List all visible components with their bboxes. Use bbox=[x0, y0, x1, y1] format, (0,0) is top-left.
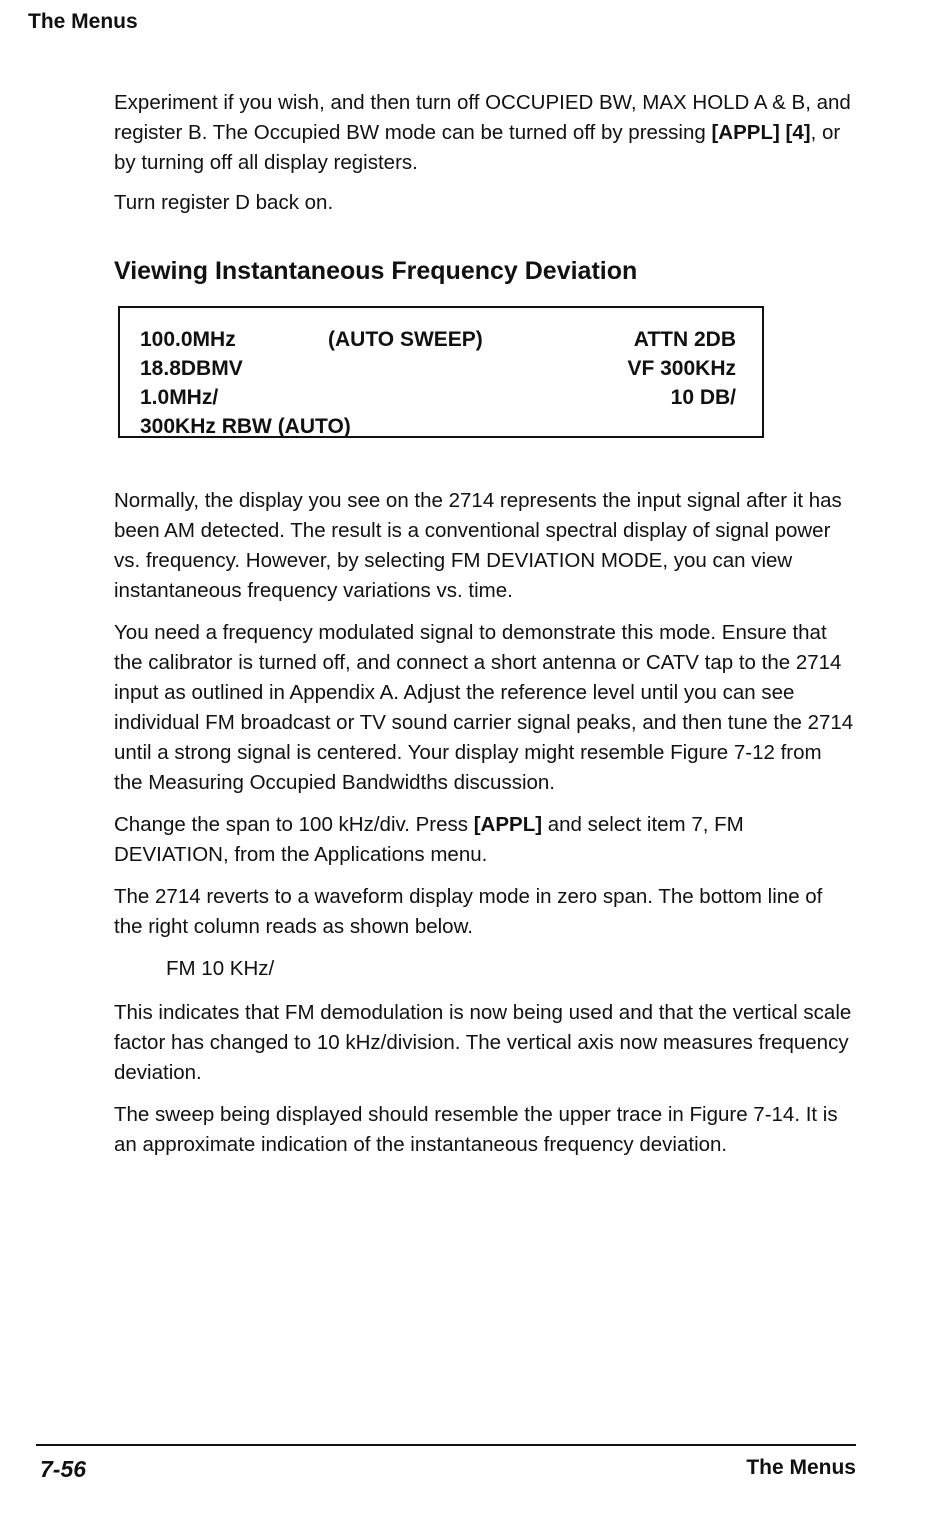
display-reference-level: 18.8DBMV bbox=[140, 357, 243, 380]
appl-key-label: [APPL] bbox=[711, 121, 780, 144]
footer-section-name: The Menus bbox=[746, 1456, 856, 1479]
footer-divider bbox=[36, 1444, 856, 1446]
sweep-paragraph: The sweep being displayed should resemble the upper trace in Figure 7-14. It is an approximate indication of the instantaneous frequency deviation. bbox=[114, 1103, 838, 1156]
fm-scale-readout: FM 10 KHz/ bbox=[166, 957, 275, 980]
page-content bbox=[114, 88, 854, 1172]
running-header: The Menus bbox=[28, 10, 138, 33]
normal-display-paragraph: Normally, the display you see on the 2714 represents the input signal after it has been AM detected. The result is a conventional spectral display of signal power vs. frequency. However, by selecting FM DEVIATION MODE, you can view instantaneous frequency variations vs. time. bbox=[114, 489, 842, 602]
display-vertical-scale: 10 DB/ bbox=[670, 386, 736, 409]
display-video-filter: VF 300KHz bbox=[627, 357, 736, 380]
intro-text-a: Experiment if you wish, and then turn off OCCUPIED BW, MAX HOLD A & B, and register B. The Occupied BW mode can be turned off by pressing bbox=[114, 91, 851, 144]
change-span-text-a: Change the span to 100 kHz/div. Press bbox=[114, 813, 474, 836]
instrument-display-box bbox=[118, 306, 764, 438]
section-heading: Viewing Instantaneous Frequency Deviation bbox=[114, 257, 638, 285]
display-center-frequency: 100.0MHz bbox=[140, 328, 236, 351]
register-d-paragraph: Turn register D back on. bbox=[114, 191, 334, 214]
page-number: 7-56 bbox=[40, 1456, 87, 1482]
display-span: 1.0MHz/ bbox=[140, 386, 219, 409]
display-resolution-bandwidth: 300KHz RBW (AUTO) bbox=[140, 415, 351, 438]
fm-demodulation-paragraph: This indicates that FM demodulation is now being used and that the vertical scale factor has changed to 10 kHz/division. The vertical axis now measures frequency deviation. bbox=[114, 1001, 852, 1084]
change-span-text-b: and select item 7, FM DEVIATION, from the Applications menu. bbox=[114, 813, 744, 866]
display-sweep-mode: (AUTO SWEEP) bbox=[328, 328, 483, 351]
change-span-paragraph bbox=[114, 810, 854, 870]
waveform-mode-paragraph: The 2714 reverts to a waveform display mode in zero span. The bottom line of the right column reads as shown below. bbox=[114, 885, 823, 938]
key-4-label: [4] bbox=[785, 121, 811, 144]
fm-signal-paragraph: You need a frequency modulated signal to demonstrate this mode. Ensure that the calibrator is turned off, and connect a short antenna or CATV tap to the 2714 input as outlined in Appendix A. Adjust the reference level until you can see individual FM broadcast or TV sound carrier signal peaks, and then tune the 2714 until a strong signal is centered. Your display might resemble Figure 7-12 from the Measuring Occupied Bandwidths discussion. bbox=[114, 621, 854, 794]
display-attenuation: ATTN 2DB bbox=[633, 328, 736, 351]
intro-text-b: , or by turning off all display registers. bbox=[114, 121, 841, 174]
intro-paragraph bbox=[114, 88, 854, 178]
appl-key-label-2: [APPL] bbox=[473, 813, 543, 836]
